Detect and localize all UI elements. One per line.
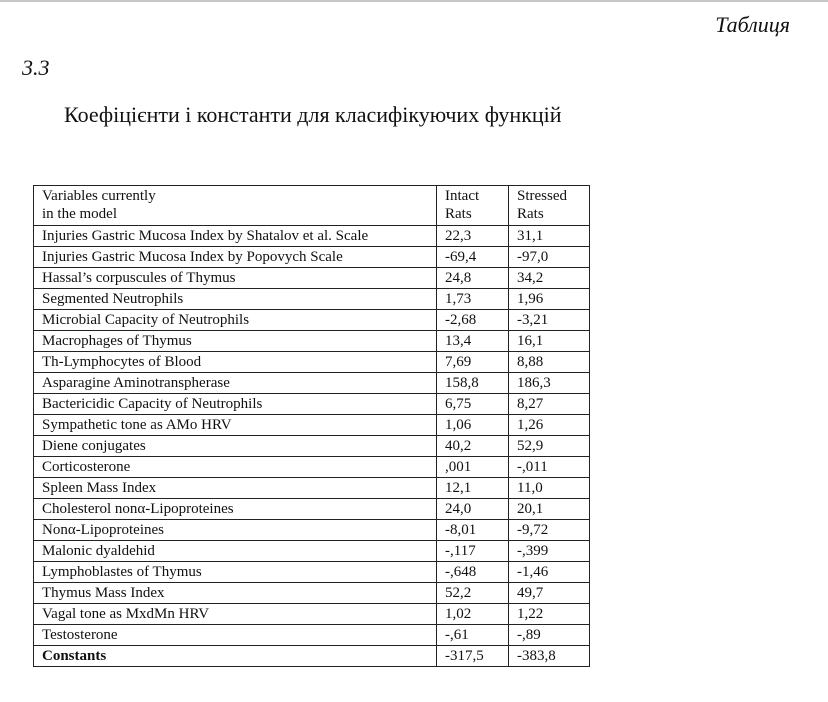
stressed-value-cell: 52,9	[509, 436, 590, 457]
table-row	[34, 562, 590, 583]
stressed-value-cell: 8,88	[509, 352, 590, 373]
table-label-word: Таблиця	[715, 12, 790, 37]
stressed-value-cell: -9,72	[509, 520, 590, 541]
intact-value-cell: -8,01	[437, 520, 509, 541]
variable-name-cell: Testosterone	[34, 625, 437, 646]
table-row	[34, 373, 590, 394]
stressed-value-cell: 49,7	[509, 583, 590, 604]
table-row	[34, 583, 590, 604]
header-intact-line1: Intact	[445, 188, 480, 204]
table-row	[34, 436, 590, 457]
table-row	[34, 352, 590, 373]
variable-name-cell: Bactericidic Capacity of Neutrophils	[34, 394, 437, 415]
top-border-line	[0, 0, 828, 2]
intact-value-cell: -,648	[437, 562, 509, 583]
intact-value-cell: -,61	[437, 625, 509, 646]
stressed-value-cell: -97,0	[509, 247, 590, 268]
table-row	[34, 289, 590, 310]
variable-name-cell: Sympathetic tone as AMo HRV	[34, 415, 437, 436]
table-title: Коефіцієнти і константи для класифікуючих функцій	[64, 102, 562, 127]
intact-value-cell: 1,06	[437, 415, 509, 436]
table-label-number: 3.3	[22, 55, 50, 80]
variable-name-cell: Microbial Capacity of Neutrophils	[34, 310, 437, 331]
intact-value-cell: 1,73	[437, 289, 509, 310]
variable-name-cell: Hassal’s corpuscules of Thymus	[34, 268, 437, 289]
table-row	[34, 331, 590, 352]
table-row	[34, 394, 590, 415]
variable-name-cell: Injuries Gastric Mucosa Index by Shatalov et al. Scale	[34, 226, 437, 247]
intact-value-cell: 22,3	[437, 226, 509, 247]
stressed-value-cell: -3,21	[509, 310, 590, 331]
stressed-value-cell: -1,46	[509, 562, 590, 583]
intact-value-cell: 158,8	[437, 373, 509, 394]
variable-name-cell: Malonic dyaldehid	[34, 541, 437, 562]
variable-name-cell: Cholesterol nonα-Lipoproteines	[34, 499, 437, 520]
coefficients-table	[33, 185, 590, 667]
header-variables-line2: in the model	[42, 206, 117, 222]
intact-value-cell: ,001	[437, 457, 509, 478]
stressed-value-cell: -,399	[509, 541, 590, 562]
intact-value-cell: -317,5	[437, 646, 509, 667]
intact-value-cell: -,117	[437, 541, 509, 562]
stressed-value-cell: -,011	[509, 457, 590, 478]
table-row	[34, 415, 590, 436]
intact-value-cell: 40,2	[437, 436, 509, 457]
variable-name-cell: Th-Lymphocytes of Blood	[34, 352, 437, 373]
variable-name-cell: Segmented Neutrophils	[34, 289, 437, 310]
stressed-value-cell: 11,0	[509, 478, 590, 499]
header-variables-line1: Variables currently	[42, 188, 156, 204]
table-header-row	[34, 186, 590, 226]
variable-name-cell: Injuries Gastric Mucosa Index by Popovych Scale	[34, 247, 437, 268]
table-row	[34, 541, 590, 562]
stressed-value-cell: 8,27	[509, 394, 590, 415]
intact-value-cell: 24,0	[437, 499, 509, 520]
header-stressed-line2: Rats	[517, 206, 544, 222]
header-stressed	[509, 186, 590, 226]
variable-name-cell: Thymus Mass Index	[34, 583, 437, 604]
header-variables	[34, 186, 437, 226]
table-row	[34, 226, 590, 247]
intact-value-cell: 6,75	[437, 394, 509, 415]
stressed-value-cell: -,89	[509, 625, 590, 646]
intact-value-cell: 24,8	[437, 268, 509, 289]
intact-value-cell: -69,4	[437, 247, 509, 268]
stressed-value-cell: -383,8	[509, 646, 590, 667]
header-intact	[437, 186, 509, 226]
stressed-value-cell: 31,1	[509, 226, 590, 247]
variable-name-cell: Lymphoblastes of Thymus	[34, 562, 437, 583]
stressed-value-cell: 34,2	[509, 268, 590, 289]
stressed-value-cell: 20,1	[509, 499, 590, 520]
intact-value-cell: 52,2	[437, 583, 509, 604]
constants-row	[34, 646, 590, 667]
variable-name-cell: Spleen Mass Index	[34, 478, 437, 499]
header-intact-line2: Rats	[445, 206, 472, 222]
variable-name-cell: Asparagine Aminotranspherase	[34, 373, 437, 394]
intact-value-cell: 1,02	[437, 604, 509, 625]
variable-name-cell: Constants	[34, 646, 437, 667]
stressed-value-cell: 1,26	[509, 415, 590, 436]
header-stressed-line1: Stressed	[517, 188, 567, 204]
stressed-value-cell: 1,96	[509, 289, 590, 310]
stressed-value-cell: 16,1	[509, 331, 590, 352]
table-row	[34, 457, 590, 478]
table-row	[34, 310, 590, 331]
table-row	[34, 478, 590, 499]
table-row	[34, 625, 590, 646]
intact-value-cell: 12,1	[437, 478, 509, 499]
intact-value-cell: -2,68	[437, 310, 509, 331]
table-row	[34, 247, 590, 268]
variable-name-cell: Corticosterone	[34, 457, 437, 478]
variable-name-cell: Vagal tone as MxdMn HRV	[34, 604, 437, 625]
variable-name-cell: Diene conjugates	[34, 436, 437, 457]
table-row	[34, 499, 590, 520]
variable-name-cell: Nonα-Lipoproteines	[34, 520, 437, 541]
table-row	[34, 268, 590, 289]
intact-value-cell: 7,69	[437, 352, 509, 373]
stressed-value-cell: 186,3	[509, 373, 590, 394]
table-row	[34, 604, 590, 625]
variable-name-cell: Macrophages of Thymus	[34, 331, 437, 352]
table-row	[34, 520, 590, 541]
intact-value-cell: 13,4	[437, 331, 509, 352]
stressed-value-cell: 1,22	[509, 604, 590, 625]
